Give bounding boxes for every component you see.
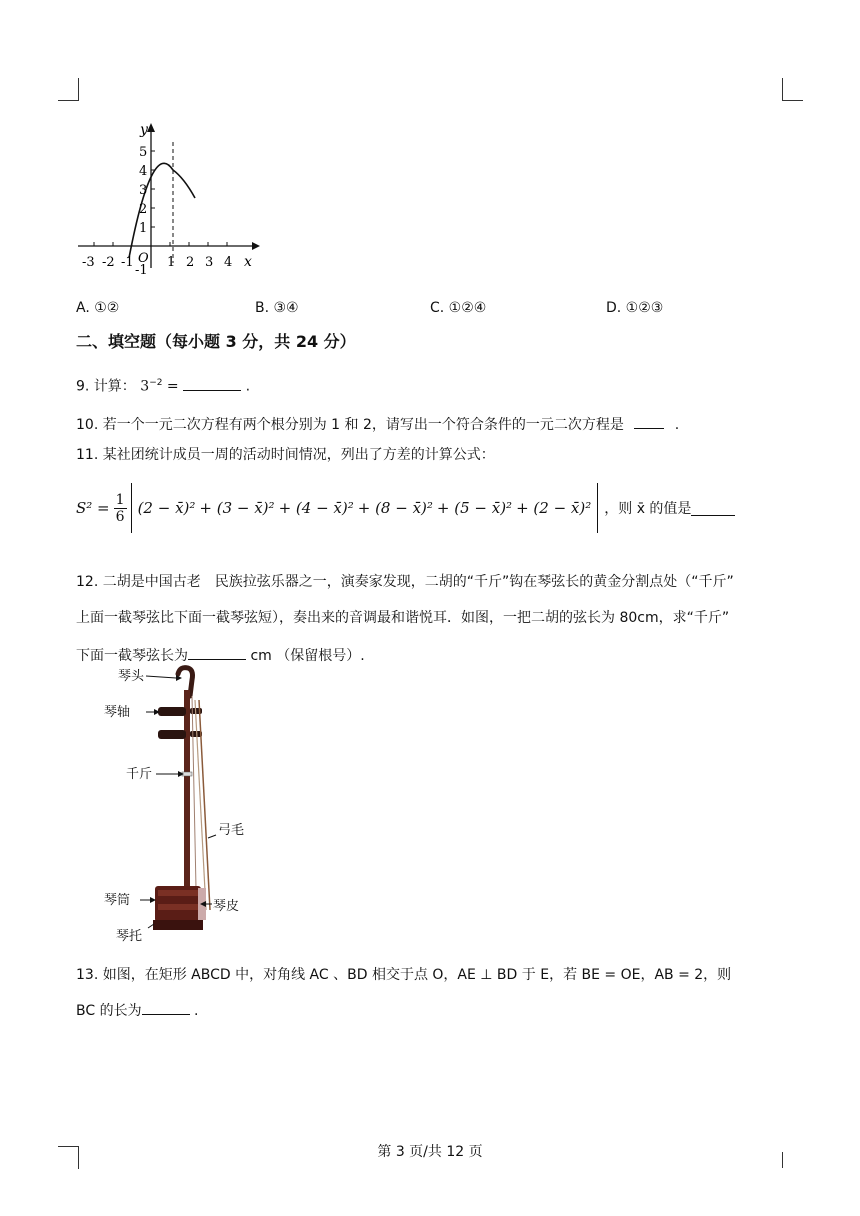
erhu-label-peg: 琴轴 <box>104 705 131 720</box>
q13-line2-pre: BC 的长为 <box>76 1003 142 1019</box>
crop-mark-top-right <box>782 78 803 101</box>
question-10 <box>76 414 679 434</box>
graph-y-tick: 1 <box>139 221 148 236</box>
q9-text: 9. 计算： <box>76 378 136 395</box>
graph-y-tick: 2 <box>139 202 148 217</box>
graph-x-tick: 1 <box>167 255 176 270</box>
parabola-graph <box>72 118 272 278</box>
question-13-line1: 13. 如图，在矩形 ABCD 中，对角线 AC 、BD 相交于点 O，AE ⊥ BD 于 E，若 BE = OE，AB = 2，则 <box>76 967 732 983</box>
q9-end: . <box>245 378 251 395</box>
erhu-label-body: 琴筒 <box>104 893 131 908</box>
q13-line2-post: . <box>194 1003 199 1019</box>
q10-end: . <box>674 417 680 433</box>
erhu-label-bow: 弓毛 <box>218 823 245 838</box>
variance-formula <box>76 480 735 536</box>
q9-base: 3 <box>140 378 150 395</box>
erhu-label-qianjin: 千斤 <box>126 767 153 782</box>
question-11-line1: 11. 某社团统计成员一周的活动时间情况，列出了方差的计算公式： <box>76 447 495 463</box>
graph-x-tick: 2 <box>186 255 195 270</box>
q10-text: 10. 若一个一元二次方程有两个根分别为 1 和 2，请写出一个符合条件的一元二次方程是 <box>76 417 624 433</box>
fraction-numerator: 1 <box>115 491 125 508</box>
graph-x-tick: 3 <box>205 255 214 270</box>
graph-x-tick: -2 <box>102 255 115 270</box>
page-footer: 第 3 页/共 12 页 <box>377 1144 483 1160</box>
question-12-line2: 上面一截琴弦比下面一截琴弦短），奏出来的音调最和谐悦耳．如图，一把二胡的弦长为 80cm，求“千斤” <box>76 610 730 626</box>
graph-y-label: y <box>140 122 148 138</box>
erhu-label-base: 琴托 <box>116 929 143 944</box>
formula-term: + (4 − x̄)² <box>278 499 354 517</box>
formula-lhs: S² = <box>76 499 110 517</box>
formula-term: (2 − x̄)² <box>137 499 196 517</box>
option-d: D. ①②③ <box>606 300 664 316</box>
formula-term: + (3 − x̄)² <box>199 499 275 517</box>
formula-term: + (8 − x̄)² <box>357 499 433 517</box>
graph-x-label: x <box>244 254 252 270</box>
option-a: A. ①② <box>76 300 120 316</box>
formula-bracket <box>131 483 599 533</box>
q12-line3-pre: 下面一截琴弦长为 <box>76 648 188 664</box>
fraction-denominator: 6 <box>115 508 125 525</box>
formula-fraction <box>114 492 127 525</box>
formula-term: + (2 − x̄)² <box>516 499 592 517</box>
graph-y-tick: -1 <box>135 263 148 278</box>
graph-y-tick: 3 <box>139 183 148 198</box>
graph-y-tick: 4 <box>139 164 148 179</box>
question-9 <box>76 374 250 396</box>
formula-tail: ，则 x̄ 的值是 <box>604 501 692 517</box>
graph-x-tick: -1 <box>121 255 134 270</box>
graph-origin-label: O <box>138 251 149 266</box>
option-b: B. ③④ <box>255 300 299 316</box>
crop-mark-top-left <box>58 78 79 101</box>
q12-answer-blank[interactable] <box>188 645 246 660</box>
q13-answer-blank[interactable] <box>142 1000 190 1015</box>
q9-equals: = <box>166 378 179 395</box>
question-12-line1: 12. 二胡是中国古老 民族拉弦乐器之一，演奏家发现，二胡的“千斤”钩在琴弦长的黄金分割点处（“千斤” <box>76 574 734 590</box>
section-title: 二、填空题（每小题 3 分，共 24 分） <box>76 332 356 351</box>
graph-x-tick: 4 <box>224 255 233 270</box>
question-13-line2 <box>76 1000 199 1020</box>
formula-term: + (5 − x̄)² <box>436 499 513 517</box>
option-c: C. ①②④ <box>430 300 487 316</box>
erhu-label-skin: 琴皮 <box>213 899 240 914</box>
graph-x-tick: -3 <box>82 255 95 270</box>
erhu-label-head: 琴头 <box>118 669 145 684</box>
q12-line3-post: cm （保留根号）. <box>250 648 365 664</box>
q10-answer-blank[interactable] <box>634 414 664 429</box>
graph-y-tick: 5 <box>139 145 148 160</box>
q11-answer-blank[interactable] <box>691 501 735 516</box>
q9-exponent: −2 <box>149 378 163 388</box>
q9-answer-blank[interactable] <box>183 376 241 391</box>
